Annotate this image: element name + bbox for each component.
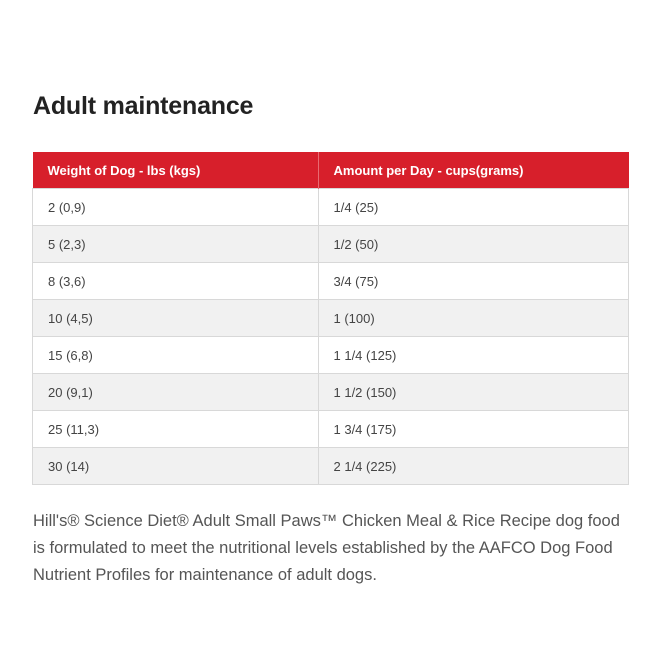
amount-cell: 3/4 (75) xyxy=(318,263,629,300)
header-amount: Amount per Day - cups(grams) xyxy=(318,152,629,189)
table-row xyxy=(33,300,629,337)
weight-cell: 30 (14) xyxy=(33,448,319,485)
weight-cell: 15 (6,8) xyxy=(33,337,319,374)
amount-cell: 1 3/4 (175) xyxy=(318,411,629,448)
table-row xyxy=(33,374,629,411)
amount-cell: 1/4 (25) xyxy=(318,189,629,226)
table-row xyxy=(33,337,629,374)
weight-cell: 10 (4,5) xyxy=(33,300,319,337)
weight-cell: 8 (3,6) xyxy=(33,263,319,300)
weight-cell: 5 (2,3) xyxy=(33,226,319,263)
weight-cell: 2 (0,9) xyxy=(33,189,319,226)
amount-cell: 1 1/2 (150) xyxy=(318,374,629,411)
amount-cell: 1 (100) xyxy=(318,300,629,337)
weight-cell: 25 (11,3) xyxy=(33,411,319,448)
table-row xyxy=(33,189,629,226)
table-row xyxy=(33,226,629,263)
table-header-row xyxy=(33,152,629,189)
amount-cell: 1/2 (50) xyxy=(318,226,629,263)
header-weight: Weight of Dog - lbs (kgs) xyxy=(33,152,319,189)
table-row xyxy=(33,263,629,300)
table-row xyxy=(33,411,629,448)
amount-cell: 2 1/4 (225) xyxy=(318,448,629,485)
feeding-table xyxy=(32,152,629,485)
table-row xyxy=(33,448,629,485)
amount-cell: 1 1/4 (125) xyxy=(318,337,629,374)
section-title: Adult maintenance xyxy=(33,92,254,120)
weight-cell: 20 (9,1) xyxy=(33,374,319,411)
product-description: Hill's® Science Diet® Adult Small Paws™ Chicken Meal & Rice Recipe dog food is formulated to meet the nutritional levels established by the AAFCO Dog Food Nutrient Profiles for maintenance of adult dogs. xyxy=(33,512,620,584)
